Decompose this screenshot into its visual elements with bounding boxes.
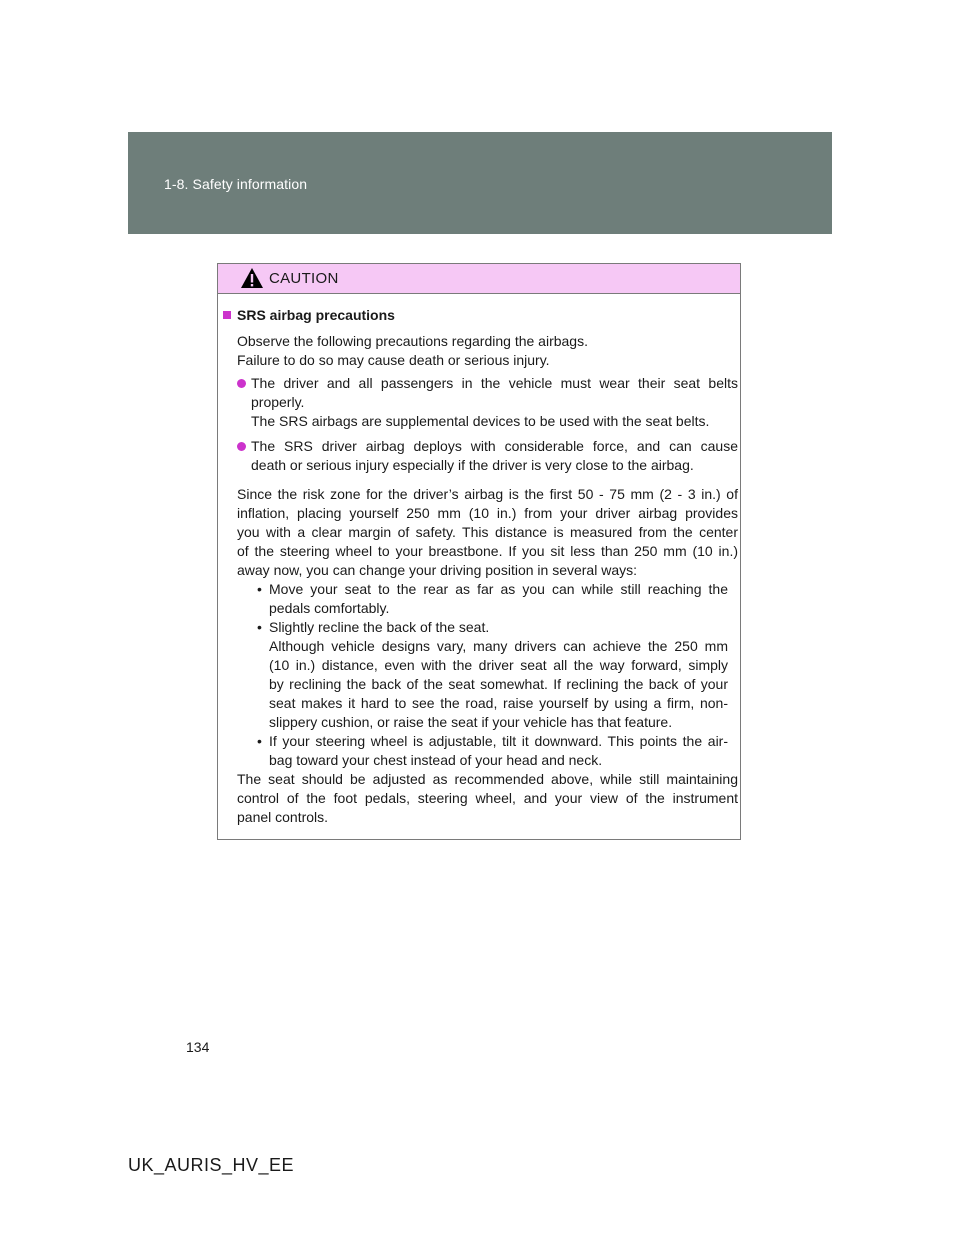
closing-line: The seat should be adjusted as recommended above, while still maintaining	[237, 771, 738, 787]
intro-line: Observe the following precautions regarding the airbags.	[237, 333, 588, 349]
bullet-line: The driver and all passengers in the vehicle must wear their seat belts	[251, 375, 738, 391]
risk-zone-paragraph	[237, 485, 738, 580]
section-heading	[223, 306, 395, 325]
sub-item-line: pedals comfortably.	[269, 600, 390, 616]
bullet-line: The SRS driver airbag deploys with considerable force, and can cause	[251, 438, 738, 454]
bullet-line: death or serious injury especially if the driver is very close to the airbag.	[251, 457, 694, 473]
risk-line: Since the risk zone for the driver’s airbag is the first 50 - 75 mm (2 - 3 in.) of	[237, 486, 738, 502]
closing-line: control of the foot pedals, steering wheel, and your view of the instrument	[237, 790, 738, 806]
sub-item-line: Move your seat to the rear as far as you can while still reaching the	[269, 581, 728, 597]
heading-text: SRS airbag precautions	[237, 307, 395, 323]
sub-item-line: seat makes it hard to see the road, raise yourself by using a firm, non-	[269, 695, 728, 711]
dot-bullet-icon	[237, 442, 246, 451]
page-number: 134	[186, 1039, 210, 1055]
sub-bullet-icon: •	[257, 619, 262, 635]
sub-bullet-icon: •	[257, 733, 262, 749]
risk-line: away now, you can change your driving position in several ways:	[237, 562, 637, 578]
sub-item-line: If your steering wheel is adjustable, tilt it downward. This points the air-	[269, 733, 728, 749]
closing-paragraph	[237, 770, 738, 827]
square-bullet-icon	[223, 311, 231, 319]
caution-label: CAUTION	[269, 270, 339, 287]
sub-item-line: slippery cushion, or raise the seat if your vehicle has that feature.	[269, 714, 673, 730]
section-header-band	[128, 132, 832, 234]
sub-item-line: bag toward your chest instead of your head and neck.	[269, 752, 603, 768]
dot-bullet-icon	[237, 379, 246, 388]
warning-triangle-icon	[240, 267, 264, 289]
sub-item-line: (10 in.) distance, even with the driver seat all the way forward, simply	[269, 657, 728, 673]
bullet-paragraph-seat-belts	[251, 374, 738, 431]
intro-line: Failure to do so may cause death or serious injury.	[237, 352, 550, 368]
sub-item-move-seat	[269, 580, 728, 618]
bullet-line: properly.	[251, 394, 305, 410]
caution-box	[217, 263, 741, 840]
document-code: UK_AURIS_HV_EE	[128, 1155, 295, 1175]
risk-line: you with a clear margin of safety. This distance is measured from the center	[237, 524, 738, 540]
bullet-paragraph-driver-airbag	[251, 437, 738, 475]
sub-item-line: Slightly recline the back of the seat.	[269, 619, 490, 635]
sub-item-tilt-wheel	[269, 732, 728, 770]
risk-line: of the steering wheel to your breastbone. If you sit less than 250 mm (10 in.)	[237, 543, 738, 559]
closing-line: panel controls.	[237, 809, 329, 825]
sub-item-line: Although vehicle designs vary, many drivers can achieve the 250 mm	[269, 638, 728, 654]
intro-paragraph	[237, 332, 737, 370]
sub-item-line: by reclining the back of the seat somewhat. If reclining the back of your	[269, 676, 728, 692]
risk-line: inflation, placing yourself 250 mm (10 in.) from your driver airbag provides	[237, 505, 738, 521]
bullet-line: The SRS airbags are supplemental devices to be used with the seat belts.	[251, 413, 710, 429]
sub-item-recline-seat	[269, 618, 728, 732]
sub-bullet-icon: •	[257, 581, 262, 597]
caution-header	[218, 264, 740, 294]
section-title: 1-8. Safety information	[164, 176, 308, 192]
